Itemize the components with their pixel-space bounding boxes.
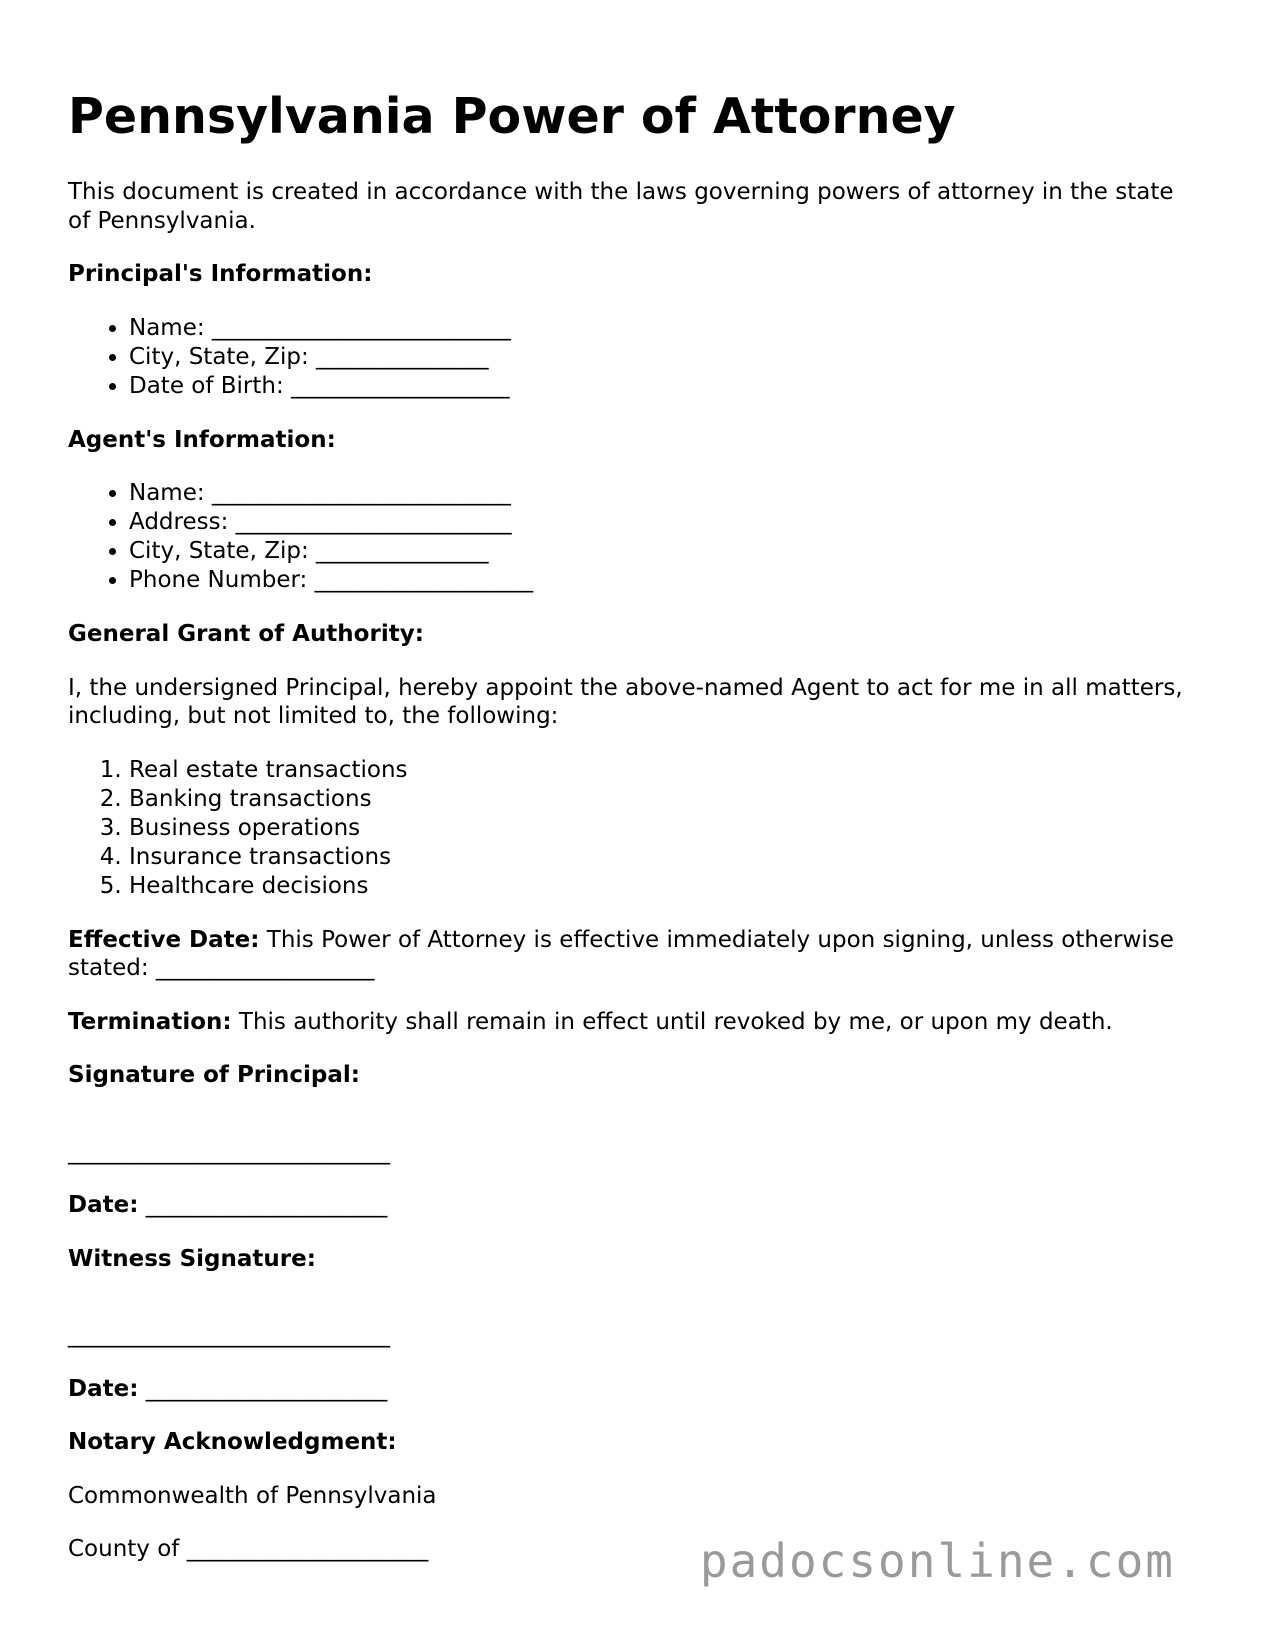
grant-items-list <box>68 756 1198 901</box>
agent-info-heading: Agent's Information: <box>68 426 336 453</box>
principal-signature-line: ____________________________ <box>68 1138 390 1165</box>
agent-address-field: • Address: ________________________ <box>129 508 1198 537</box>
agent-fields-list <box>68 479 1198 595</box>
principal-name-field: • Name: __________________________ <box>129 314 1198 343</box>
termination-paragraph <box>68 1008 1198 1037</box>
grant-heading: General Grant of Authority: <box>68 621 424 647</box>
agent-name-field: • Name: __________________________ <box>129 479 1198 508</box>
termination-label: Termination: <box>68 1008 232 1035</box>
document-title: Pennsylvania Power of Attorney <box>68 88 956 145</box>
notary-county: County of _____________________ <box>68 1536 429 1562</box>
intro-paragraph: This document is created in accordance with the laws governing powers of attorney in the state of Pennsylvania. <box>68 179 1174 234</box>
principal-signature-heading: Signature of Principal: <box>68 1062 360 1088</box>
witness-signature-line: ____________________________ <box>68 1322 390 1348</box>
watermark: padocsonline.com <box>699 1534 1175 1588</box>
notary-heading: Notary Acknowledgment: <box>68 1429 397 1455</box>
principal-fields-list <box>68 314 1198 401</box>
principal-date-line: _____________________ <box>138 1192 388 1218</box>
effective-date-label: Effective Date: <box>68 926 260 953</box>
termination-text: This authority shall remain in effect until revoked by me, or upon my death. <box>231 1008 1113 1035</box>
principal-dob-field: • Date of Birth: ___________________ <box>129 372 1198 401</box>
notary-state: Commonwealth of Pennsylvania <box>68 1482 437 1509</box>
grant-paragraph: I, the undersigned Principal, hereby appoint the above-named Agent to act for me in all matters, including, but not limited to, the following: <box>68 674 1183 729</box>
witness-signature-heading: Witness Signature: <box>68 1245 316 1272</box>
effective-date-text: This Power of Attorney is effective immediately upon signing, unless otherwise stated: ___________________ <box>68 926 1174 981</box>
effective-date-paragraph <box>68 926 1198 983</box>
grant-item: 2. Banking transactions <box>129 785 1198 814</box>
grant-item: 1. Real estate transactions <box>129 756 1198 785</box>
principal-date-label: Date: <box>68 1192 139 1218</box>
agent-phone-field: • Phone Number: ___________________ <box>129 566 1198 595</box>
document-page <box>68 84 1198 1589</box>
witness-date-label: Date: <box>68 1375 139 1402</box>
grant-item: 5. Healthcare decisions <box>129 872 1198 901</box>
agent-city-state-zip-field: • City, State, Zip: _______________ <box>129 537 1198 566</box>
witness-date-row <box>68 1375 1198 1404</box>
grant-item: 3. Business operations <box>129 814 1198 843</box>
principal-info-heading: Principal's Information: <box>68 261 373 287</box>
grant-item: 4. Insurance transactions <box>129 843 1198 872</box>
principal-date-row <box>68 1191 1198 1220</box>
principal-city-state-zip-field: • City, State, Zip: _______________ <box>129 343 1198 372</box>
witness-date-line: _____________________ <box>138 1375 388 1402</box>
